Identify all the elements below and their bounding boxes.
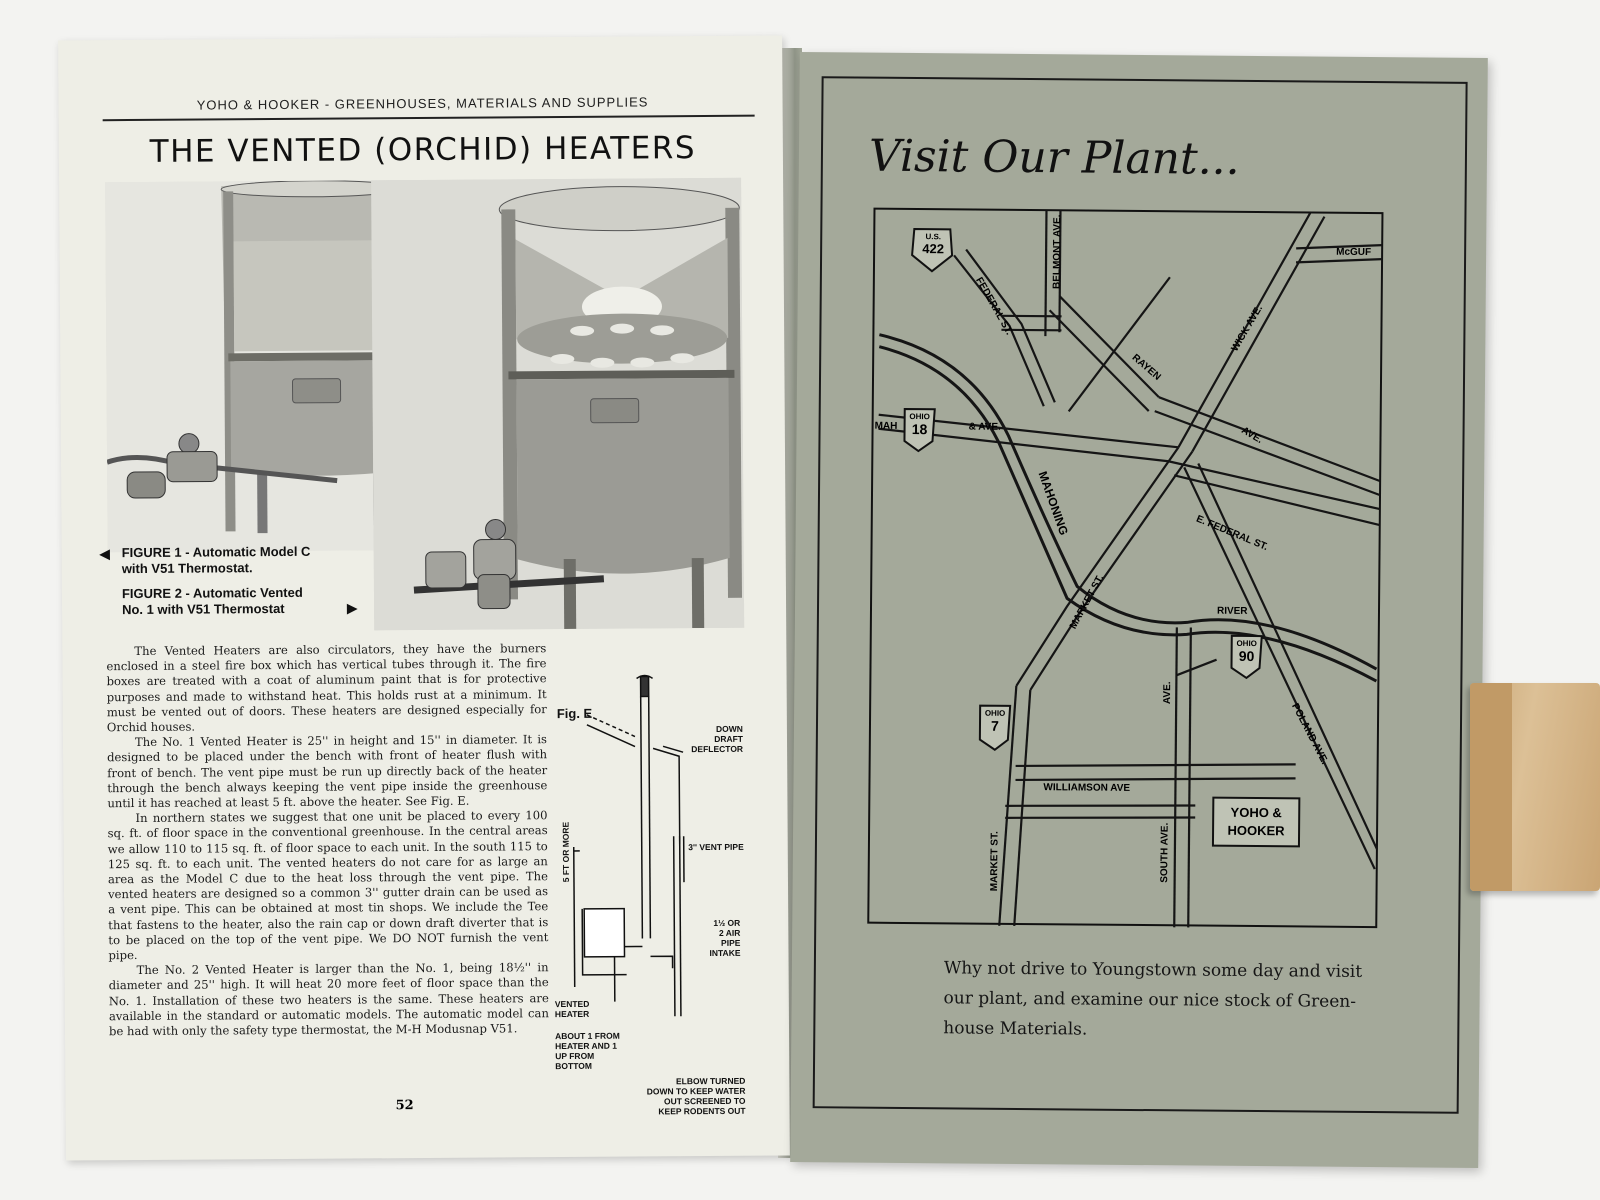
river-label-mahoning: MAHONING [1035, 469, 1071, 538]
arrow-right-icon: ▶ [347, 600, 358, 616]
air-intake-label: 1½ OR 2 AIR PIPE INTAKE [709, 917, 741, 959]
right-page [790, 52, 1488, 1168]
street-label-mahoning: MAH [874, 420, 898, 432]
street-label-wick: WICK AVE. [1229, 303, 1266, 354]
vent-pipe-label: 3'' VENT PIPE [688, 841, 744, 853]
street-label-ave: AVE. [1239, 425, 1265, 446]
plant-location-label: YOHO & HOOKER [1227, 804, 1285, 839]
route-shield-us422: U.S. 422 [922, 232, 945, 257]
route-shield-ohio18: OHIO 18 [909, 411, 930, 438]
figure1-caption: ◀ FIGURE 1 - Automatic Model C with V51 Thermostat. [99, 543, 311, 577]
figure-e-diagram [552, 656, 755, 1117]
page-title: THE VENTED (ORCHID) HEATERS [149, 130, 697, 170]
route-shield-ohio7: OHIO 7 [984, 708, 1006, 734]
street-label-williamson: WILLIAMSON AVE [1043, 782, 1131, 794]
street-label-mcguf: McGUF [1336, 246, 1372, 259]
deflector-label: DOWN DRAFT DEFLECTOR [691, 723, 744, 755]
street-label-poland: POLAND AVE. [1289, 701, 1330, 767]
wood-block [1470, 683, 1600, 891]
figure2-photo [371, 178, 744, 631]
street-label-mahoning-ave: & AVE. [968, 421, 1001, 433]
fig-e-title: Fig. E [556, 705, 593, 722]
header-rule [103, 115, 755, 122]
street-label-belmont: BELMONT AVE. [1051, 214, 1064, 290]
arrow-left-icon: ◀ [99, 546, 110, 562]
vented-heater-label: VENTED HEATER [554, 998, 590, 1020]
left-page [58, 35, 790, 1160]
invitation-text: Why not drive to Youngstown some day and visit our plant, and examine our nice stock of Green- house Materials. [943, 958, 1363, 1040]
body-text [106, 641, 549, 1039]
street-map [864, 205, 1386, 933]
figure2-caption: FIGURE 2 - Automatic Vented No. 1 with V51 Thermostat ▶ [121, 584, 358, 618]
height-label: 5 FT OR MORE [560, 821, 571, 883]
street-label-south-ave: SOUTH AVE. [1159, 822, 1171, 883]
street-label-rayen: RAYEN [1129, 352, 1163, 383]
page-number: 52 [395, 1098, 414, 1114]
route-shield-ohio90: OHIO 90 [1236, 638, 1257, 665]
page-heading: Visit Our Plant... [868, 130, 1240, 185]
paragraph: The No. 2 Vented Heater is larger than the No. 1, being 18½'' in diameter and 25'' high. It will heat 20 more feet of floor space than the No. 1. Installation of these two heaters is the same. These heaters are available in the standard or automatic models. The automatic model can be had with only the safety type thermostat, the M-H Modusnap V51. [108, 960, 549, 1039]
paragraph: The Vented Heaters are also circulators, they have the burners enclosed in a steel fire box which has vertical tubes through it. The fire boxes are treated with a coat of aluminum paint that is for protective purposes and made to withstand heat. This holds rust at a minimum. It must be vented out of doors. These heaters are designed especially for Orchid houses. [106, 641, 547, 735]
elbow-label: ELBOW TURNED DOWN TO KEEP WATER OUT SCREENED TO KEEP RODENTS OUT [646, 1075, 746, 1117]
running-header: YOHO & HOOKER - GREENHOUSES, MATERIALS AND SUPPLIES [196, 94, 649, 113]
placement-label: ABOUT 1 FROM HEATER AND 1 UP FROM BOTTOM [555, 1030, 620, 1072]
street-label-federal: FEDERAL ST. [973, 275, 1015, 337]
paragraph: The No. 1 Vented Heater is 25'' in height and 15'' in diameter. It is designed to be placed under the bench with front of heater flush with front of bench. The vent pipe must be run up directly back of the heater through the bench always keeping the vent pipe inside the greenhouse until it has reached at least 5 ft. above the heater. See Fig. E. [107, 732, 548, 811]
street-label-market: MARKET ST. [1067, 573, 1107, 632]
street-label-e-federal: E. FEDERAL ST. [1194, 513, 1270, 554]
paragraph: In northern states we suggest that one unit be placed to every 100 sq. ft. of floor space in the conventional greenhouse. In the central areas we allow 110 to 115 sq. ft. of floor space to each unit. In the south 115 to 125 sq. ft. to each unit. The vented heaters do not care for as large an area as the Model C due to the heat loss through the vent pipe. The vented heaters are designed so a common 3'' gutter drain can be used as a vent pipe. This can be obtained at most tin shops. We include the Tee that fastens to the heater, also the rain cap or down draft diverter that is to be placed on the top of the vent pipe. We DO NOT furnish the vent pipe. [107, 808, 549, 963]
street-label-ave-vertical: AVE. [1161, 681, 1174, 705]
river-label: RIVER [1216, 605, 1248, 617]
street-label-market-south: MARKET ST. [989, 831, 1001, 892]
